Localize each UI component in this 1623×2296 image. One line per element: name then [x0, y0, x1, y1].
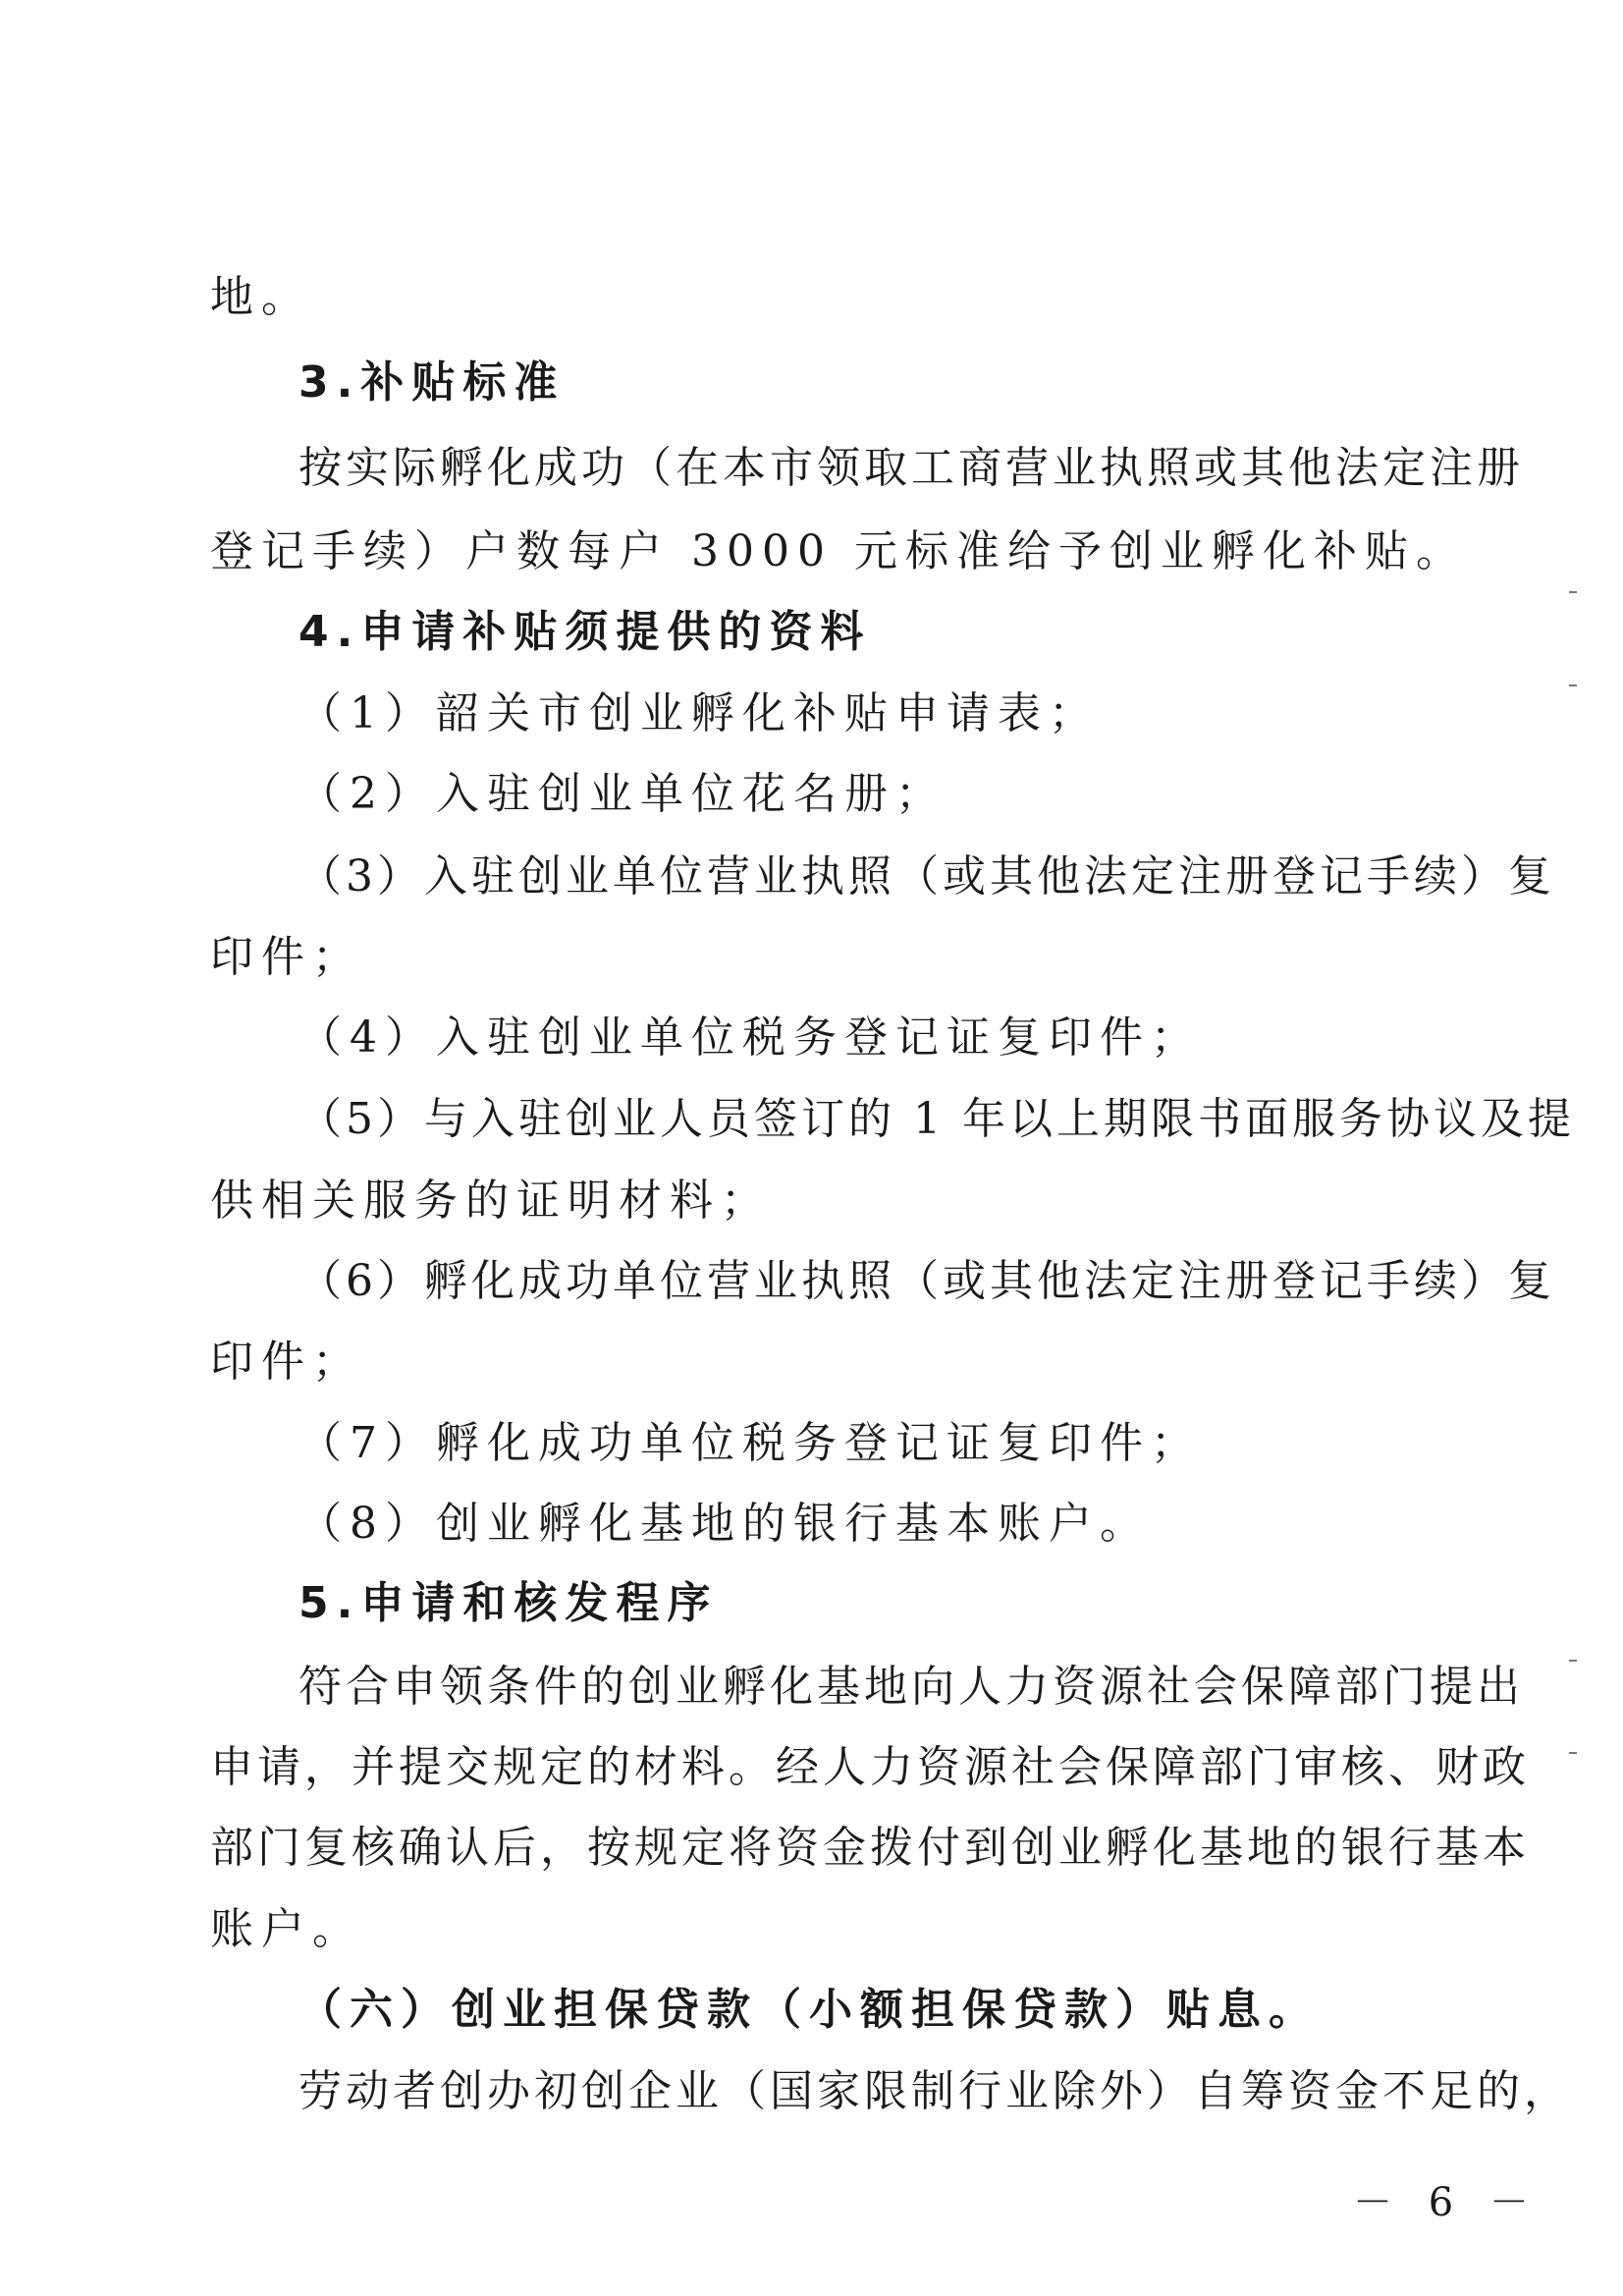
list-item: （2）入驻创业单位花名册； [298, 769, 947, 819]
list-item: （3）入驻创业单位营业执照（或其他法定注册登记手续）复 [298, 851, 1555, 902]
text-line: 账户。 [210, 1904, 363, 1954]
margin-mark [1569, 684, 1577, 686]
text-line: 部门复核确认后，按规定将资金拨付到创业孵化基地的银行基本 [210, 1823, 1530, 1873]
text-line: 按实际孵化成功（在本市领取工商营业执照或其他法定注册 [298, 443, 1524, 493]
text-line: 登记手续）户数每户 3000 元标准给予创业孵化补贴。 [210, 526, 1467, 576]
list-item: （1）韶关市创业孵化补贴申请表； [298, 688, 1100, 738]
list-item: （7）孵化成功单位税务登记证复印件； [298, 1418, 1202, 1468]
section-heading: 5.申请和核发程序 [298, 1578, 719, 1628]
text-line: 申请，并提交规定的材料。经人力资源社会保障部门审核、财政 [210, 1742, 1530, 1792]
section-heading: 4.申请补贴须提供的资料 [298, 607, 872, 657]
text-line: 符合申领条件的创业孵化基地向人力资源社会保障部门提出 [298, 1662, 1524, 1712]
section-heading: （六）创业担保贷款（小额担保贷款）贴息。 [298, 1985, 1320, 2035]
margin-mark [1569, 1752, 1577, 1754]
list-item: （5）与入驻创业人员签订的 1 年以上期限书面服务协议及提 [298, 1094, 1575, 1144]
page-number: － 6 － [1353, 2180, 1541, 2225]
list-item: （4）入驻创业单位税务登记证复印件； [298, 1012, 1202, 1063]
margin-mark [1569, 1660, 1577, 1662]
text-line: 地。 [210, 272, 312, 322]
list-item: （6）孵化成功单位营业执照（或其他法定注册登记手续）复 [298, 1256, 1555, 1306]
list-item: （8）创业孵化基地的银行基本账户。 [298, 1499, 1151, 1549]
list-item-continuation: 印件； [210, 932, 363, 982]
text-line: 劳动者创办初创企业（国家限制行业除外）自筹资金不足的， [298, 2066, 1571, 2116]
list-item-continuation: 供相关服务的证明材料； [210, 1175, 772, 1226]
margin-mark [1569, 591, 1577, 593]
list-item-continuation: 印件； [210, 1337, 363, 1387]
section-heading: 3.补贴标准 [298, 357, 566, 408]
